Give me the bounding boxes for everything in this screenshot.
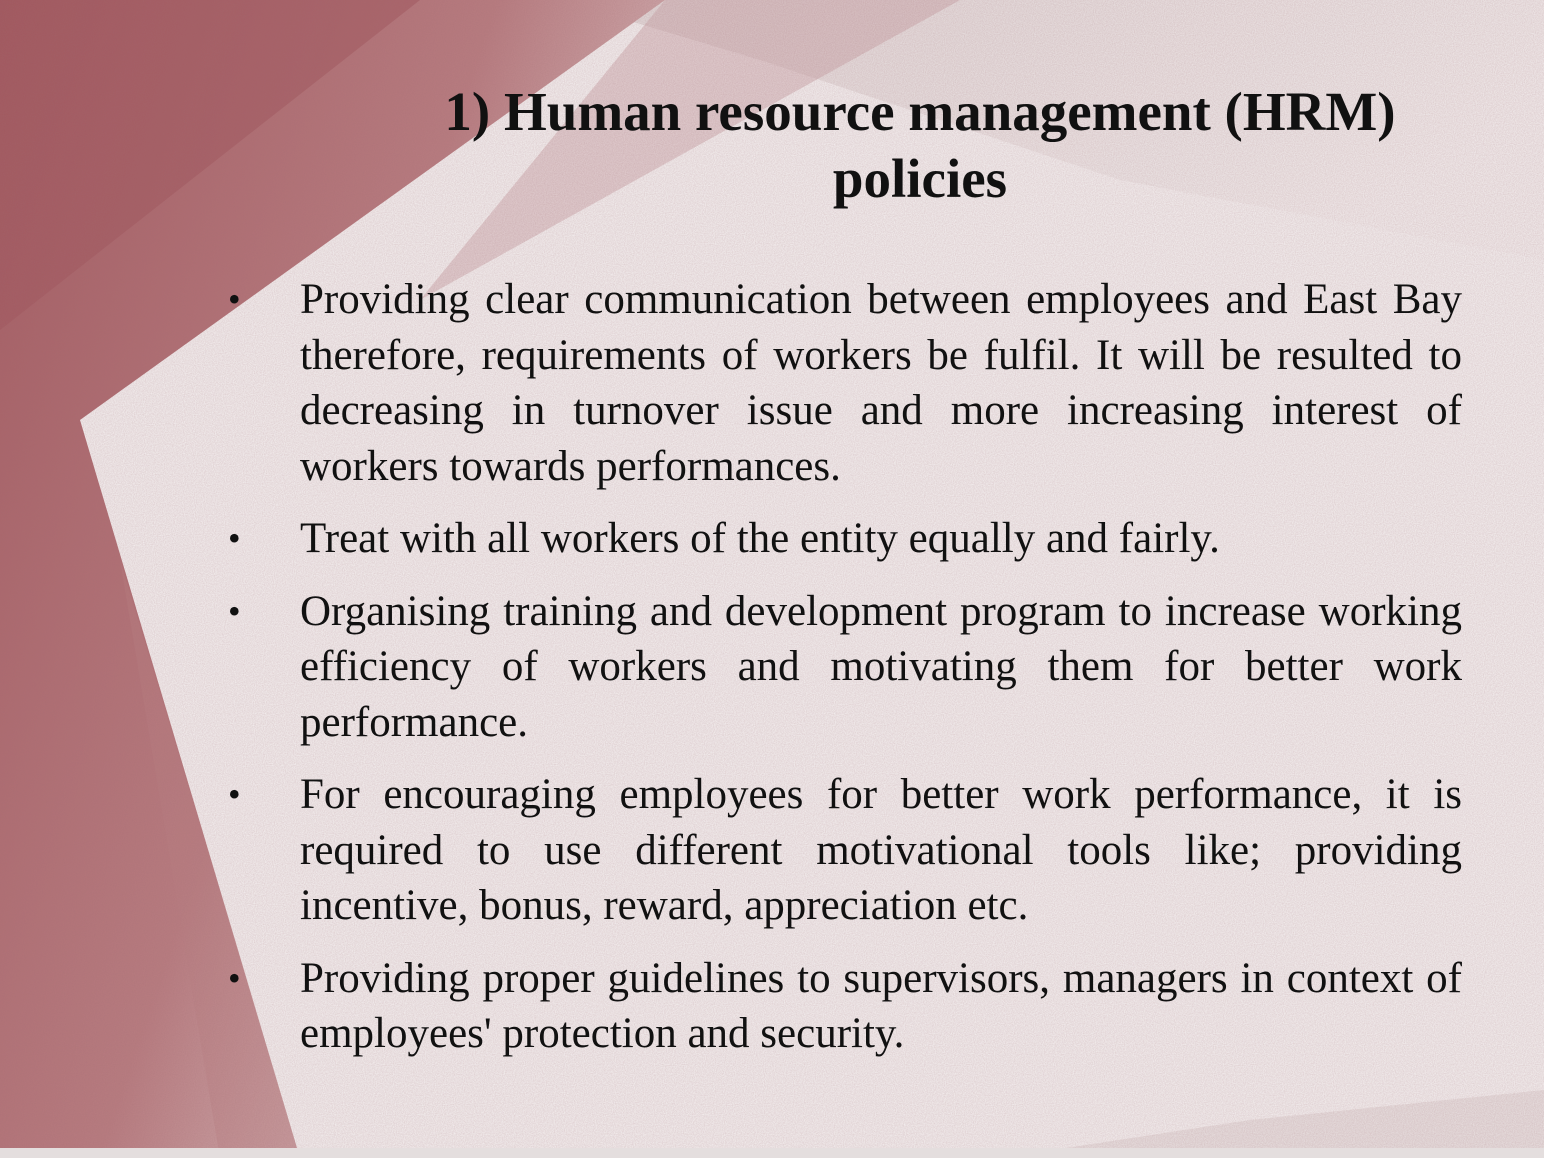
- list-item: [228, 511, 1462, 567]
- bullet-text: Treat with all workers of the entity equally and fairly.: [300, 515, 1220, 562]
- bullet-text: Organising training and development program to increase working efficiency of workers and motivating them for better work performance.: [300, 587, 1462, 746]
- bullet-text: For encouraging employees for better work performance, it is required to use different motivational tools like; providing incentive, bonus, reward, appreciation etc.: [300, 771, 1462, 929]
- slide-title: 1) Human resource management (HRM) policies: [444, 81, 1396, 209]
- bullet-icon: •: [228, 957, 241, 998]
- list-item: [228, 951, 1462, 1062]
- list-item: [228, 272, 1462, 494]
- bullet-icon: •: [228, 279, 241, 319]
- list-item: [228, 584, 1462, 751]
- bullet-icon: •: [228, 774, 241, 814]
- bullet-icon: •: [228, 590, 241, 631]
- bullet-text: Providing proper guidelines to supervisors, managers in context of employees' protection and security.: [300, 954, 1462, 1057]
- bullet-text: Providing clear communication between employees and East Bay therefore, requirements of workers be fulfil. It will be resulted to decreasing in turnover issue and more increasing interest of workers towards performances.: [300, 276, 1462, 490]
- list-item: [228, 767, 1462, 934]
- bullet-list: [228, 272, 1462, 1079]
- bullet-icon: •: [228, 518, 241, 558]
